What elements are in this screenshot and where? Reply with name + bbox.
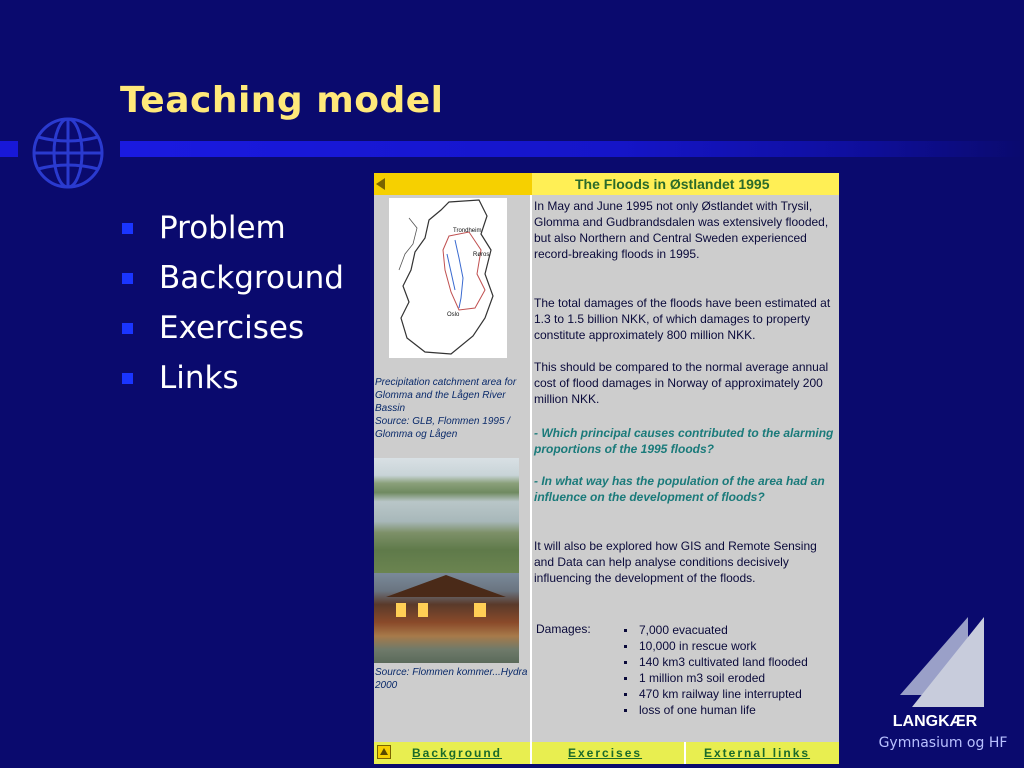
damage-text: 10,000 in rescue work: [639, 639, 757, 653]
damages-list: [624, 622, 808, 718]
damage-item: [624, 638, 808, 654]
house-window: [474, 603, 486, 617]
house-window: [418, 603, 428, 617]
damage-item: [624, 686, 808, 702]
bullet-dot-icon: [624, 693, 627, 696]
damage-text: 140 km3 cultivated land flooded: [639, 655, 808, 669]
bullet-item-background: [122, 253, 344, 303]
logo-name: LANGKÆR: [892, 713, 978, 730]
square-bullet-icon: [122, 323, 133, 334]
langkaer-logo: [898, 615, 986, 709]
question-population: - In what way has the population of the area had an influence on the development of floods?: [534, 474, 825, 504]
bullet-item-problem: [122, 203, 344, 253]
bullet-text: Background: [159, 260, 344, 296]
damage-text: 7,000 evacuated: [639, 623, 728, 637]
bullet-text: Exercises: [159, 310, 305, 346]
paragraph-intro: In May and June 1995 not only Østlandet with Trysil, Glomma and Gudbrandsdalen was extensively flooded, but also Northern and Central Sweden experienced record-breaking floods in 1995.: [534, 199, 829, 261]
globe-icon: [30, 115, 106, 191]
map-label-roros: Røros: [473, 252, 490, 258]
footer-link-external[interactable]: External links: [704, 746, 811, 760]
square-bullet-icon: [122, 273, 133, 284]
damage-item: [624, 670, 808, 686]
photo-caption: Source: Flommen kommer...Hydra 2000: [375, 667, 528, 691]
bullet-dot-icon: [624, 661, 627, 664]
webpage-screenshot: [374, 173, 839, 764]
bullet-dot-icon: [624, 629, 627, 632]
back-arrow-icon[interactable]: [376, 178, 385, 190]
bullet-dot-icon: [624, 645, 627, 648]
norway-map: [389, 198, 507, 358]
map-label-trondheim: Trondheim: [453, 228, 482, 234]
bullet-dot-icon: [624, 677, 627, 680]
damage-item: [624, 622, 808, 638]
bullet-list: [122, 203, 344, 403]
damages-label: Damages:: [536, 622, 591, 636]
map-caption: Precipitation catchment area for Glomma and the Lågen River Bassin: [375, 377, 517, 414]
webpage-title: The Floods in Østlandet 1995: [575, 176, 770, 192]
bullet-text: Problem: [159, 210, 286, 246]
map-label-oslo: Oslo: [447, 312, 460, 318]
damage-item: [624, 702, 808, 718]
footer-link-exercises[interactable]: Exercises: [568, 746, 643, 760]
logo-subtitle: Gymnasium og HF: [878, 735, 1008, 751]
house-window: [396, 603, 406, 617]
accent-band-left: [0, 141, 18, 157]
damage-item: [624, 654, 808, 670]
flood-river-photo: [374, 458, 519, 573]
accent-band: [120, 141, 1024, 157]
bullet-dot-icon: [624, 709, 627, 712]
map-source: Source: GLB, Flommen 1995 / Glomma og Lågen: [375, 416, 511, 440]
footer-link-background[interactable]: Background: [412, 746, 503, 760]
damage-text: loss of one human life: [639, 703, 756, 717]
column-divider: [530, 195, 532, 742]
paragraph-comparison: This should be compared to the normal average annual cost of flood damages in Norway of approximately 200 million NKK.: [534, 360, 829, 406]
square-bullet-icon: [122, 223, 133, 234]
bullet-item-exercises: [122, 303, 344, 353]
square-bullet-icon: [122, 373, 133, 384]
bullet-item-links: [122, 353, 344, 403]
paragraph-gis: It will also be explored how GIS and Remote Sensing and Data can help analyse conditions decisively influencing the development of the floods.: [534, 539, 817, 585]
bullet-text: Links: [159, 360, 239, 396]
paragraph-damages: The total damages of the floods have been estimated at 1.3 to 1.5 billion NKK, of which damages to property constitute approximately 800 million NKK.: [534, 296, 831, 342]
slide-title: Teaching model: [120, 80, 444, 121]
question-causes: - Which principal causes contributed to the alarming proportions of the 1995 floods?: [534, 426, 834, 456]
house-roof: [386, 575, 506, 597]
damage-text: 470 km railway line interrupted: [639, 687, 802, 701]
footer-divider: [684, 742, 686, 764]
damage-text: 1 million m3 soil eroded: [639, 671, 766, 685]
up-arrow-icon[interactable]: [377, 745, 391, 759]
footer-divider: [530, 742, 532, 764]
